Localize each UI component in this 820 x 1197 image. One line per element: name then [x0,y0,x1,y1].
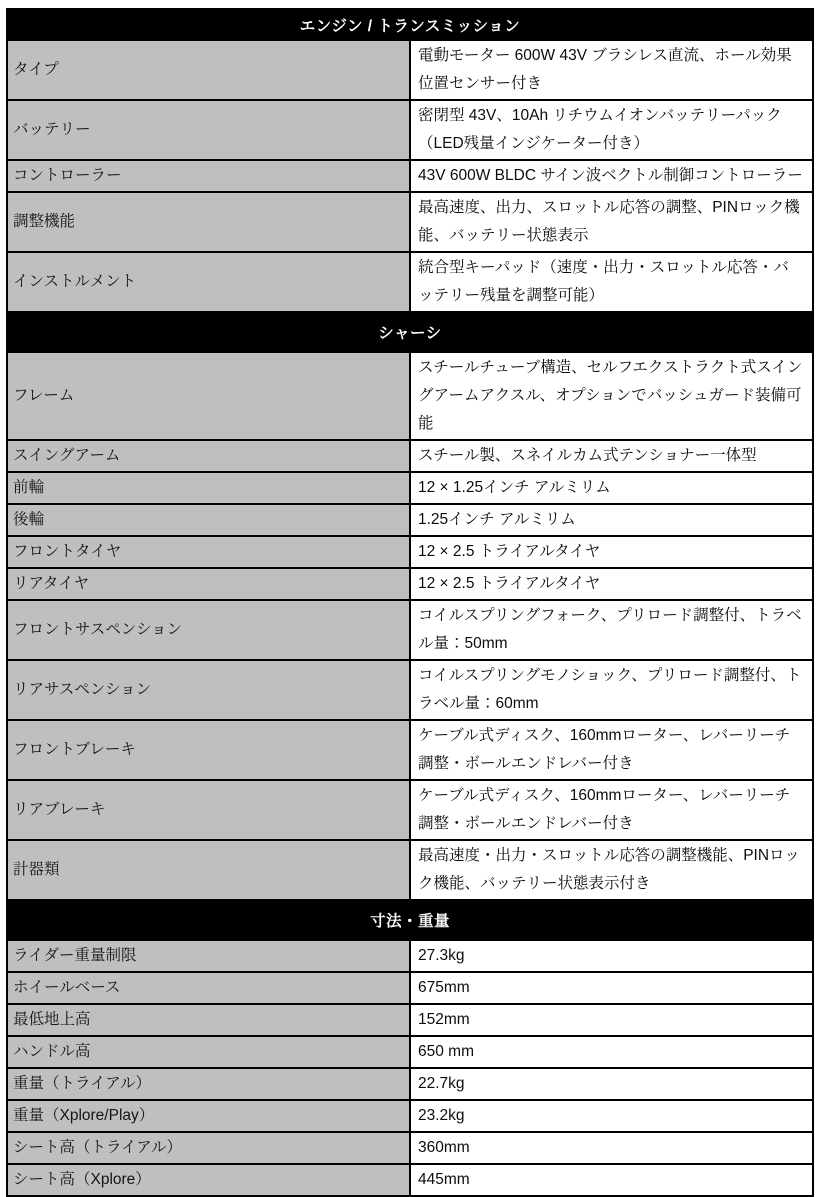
section-header-row [7,9,813,40]
spec-value: 445mm [410,1164,813,1196]
spec-label: 計器類 [7,840,410,900]
spec-row [7,1100,813,1132]
spec-row [7,972,813,1004]
spec-row [7,940,813,972]
spec-label: シート高（Xplore） [7,1164,410,1196]
section-title: シャーシ [7,312,813,352]
spec-value: 12 × 2.5 トライアルタイヤ [410,536,813,568]
spec-row [7,472,813,504]
spec-label: ホイールベース [7,972,410,1004]
spec-row [7,660,813,720]
spec-row [7,1068,813,1100]
spec-row [7,840,813,900]
spec-value: 27.3kg [410,940,813,972]
spec-value: 統合型キーパッド（速度・出力・スロットル応答・バッテリー残量を調整可能） [410,252,813,312]
spec-label: コントローラー [7,160,410,192]
spec-label: フロントタイヤ [7,536,410,568]
spec-label: リアタイヤ [7,568,410,600]
spec-value: ケーブル式ディスク、160mmローター、レバーリーチ調整・ボールエンドレバー付き [410,720,813,780]
spec-label: 重量（トライアル） [7,1068,410,1100]
spec-label: 重量（Xplore/Play） [7,1100,410,1132]
spec-row [7,600,813,660]
spec-label: フレーム [7,352,410,440]
spec-value: 360mm [410,1132,813,1164]
spec-label: インストルメント [7,252,410,312]
spec-value: 22.7kg [410,1068,813,1100]
spec-value: 650 mm [410,1036,813,1068]
spec-row [7,1036,813,1068]
spec-row [7,252,813,312]
spec-value: スチール製、スネイルカム式テンショナー一体型 [410,440,813,472]
spec-label: ハンドル高 [7,1036,410,1068]
spec-value: 675mm [410,972,813,1004]
spec-value: 12 × 1.25インチ アルミリム [410,472,813,504]
spec-label: スイングアーム [7,440,410,472]
spec-label: シート高（トライアル） [7,1132,410,1164]
spec-value: 12 × 2.5 トライアルタイヤ [410,568,813,600]
spec-row [7,568,813,600]
spec-label: リアブレーキ [7,780,410,840]
spec-value: 23.2kg [410,1100,813,1132]
spec-row [7,160,813,192]
spec-value: 電動モーター 600W 43V ブラシレス直流、ホール効果位置センサー付き [410,40,813,100]
spec-row [7,780,813,840]
spec-row [7,536,813,568]
spec-row [7,40,813,100]
spec-label: タイプ [7,40,410,100]
spec-label: 調整機能 [7,192,410,252]
spec-value: 1.25インチ アルミリム [410,504,813,536]
spec-value: 密閉型 43V、10Ah リチウムイオンバッテリーパック（LED残量インジケーター付き） [410,100,813,160]
spec-value: 最高速度・出力・スロットル応答の調整機能、PINロック機能、バッテリー状態表示付き [410,840,813,900]
spec-label: バッテリー [7,100,410,160]
section-title: エンジン / トランスミッション [7,9,813,40]
spec-label: リアサスペンション [7,660,410,720]
section-header-row [7,312,813,352]
spec-row [7,352,813,440]
spec-row [7,440,813,472]
spec-value: 最高速度、出力、スロットル応答の調整、PINロック機能、バッテリー状態表示 [410,192,813,252]
spec-row [7,1132,813,1164]
spec-table [6,8,814,1197]
spec-label: 最低地上高 [7,1004,410,1036]
spec-value: スチールチューブ構造、セルフエクストラクト式スイングアームアクスル、オプションでバッシュガード装備可能 [410,352,813,440]
spec-label: 前輪 [7,472,410,504]
spec-value: 43V 600W BLDC サイン波ベクトル制御コントローラー [410,160,813,192]
spec-label: フロントブレーキ [7,720,410,780]
spec-label: 後輪 [7,504,410,536]
spec-value: コイルスプリングフォーク、プリロード調整付、トラベル量：50mm [410,600,813,660]
spec-row [7,504,813,536]
spec-label: フロントサスペンション [7,600,410,660]
spec-table-body [7,9,813,1196]
section-title: 寸法・重量 [7,900,813,940]
spec-value: 152mm [410,1004,813,1036]
spec-label: ライダー重量制限 [7,940,410,972]
spec-row [7,192,813,252]
spec-row [7,100,813,160]
spec-value: ケーブル式ディスク、160mmローター、レバーリーチ調整・ボールエンドレバー付き [410,780,813,840]
spec-value: コイルスプリングモノショック、プリロード調整付、トラベル量：60mm [410,660,813,720]
spec-row [7,720,813,780]
section-header-row [7,900,813,940]
spec-row [7,1004,813,1036]
spec-row [7,1164,813,1196]
